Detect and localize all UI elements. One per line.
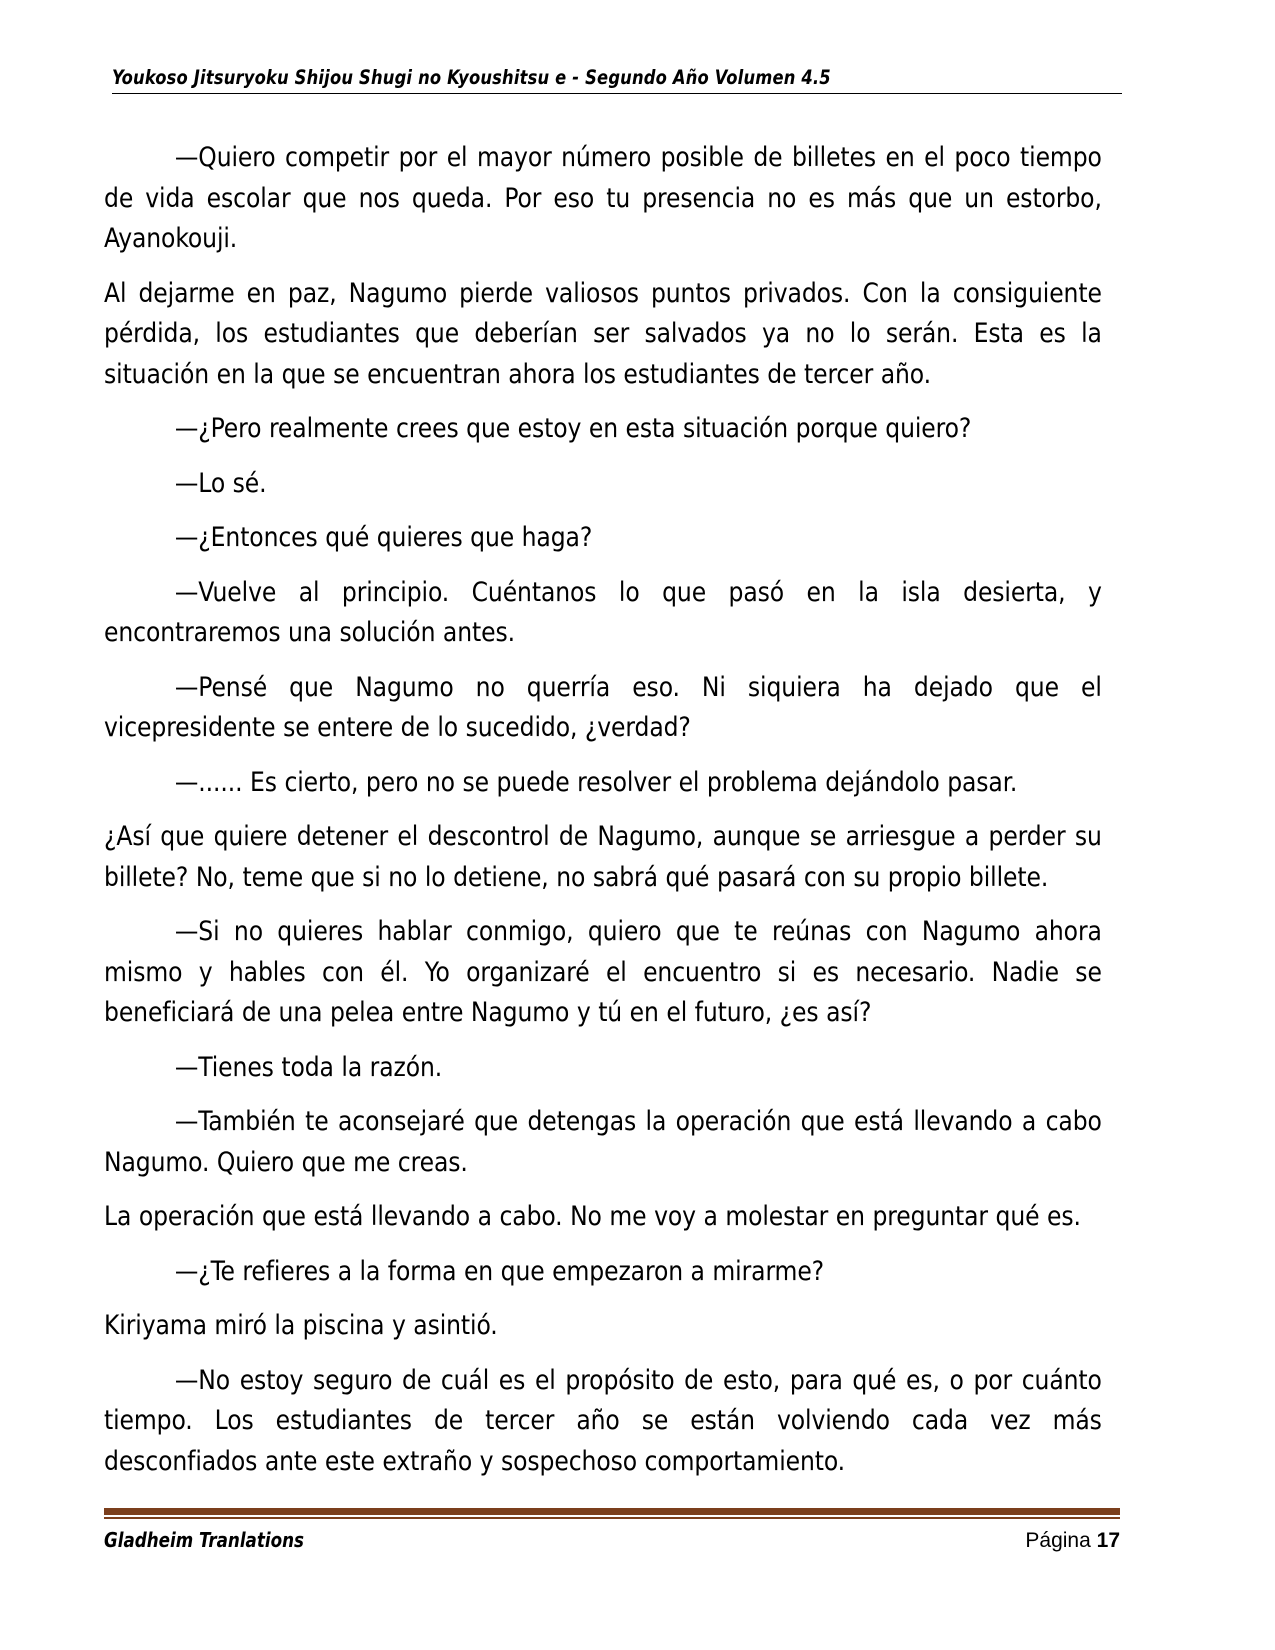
paragraph: —Vuelve al principio. Cuéntanos lo que pasó en la isla desierta, y encontraremos una solución antes. <box>104 576 1102 648</box>
paragraph: —Quiero competir por el mayor número posible de billetes en el poco tiempo de vida escolar que nos queda. Por eso tu presencia no es más que un estorbo, Ayanokouji. <box>104 142 1102 254</box>
paragraph: —Lo sé. <box>174 467 267 499</box>
paragraph: Al dejarme en paz, Nagumo pierde valiosos puntos privados. Con la consiguiente pérdida, los estudiantes que deberían ser salvados ya no lo serán. Esta es la situación en la que se encuentran ahora los estudiantes de tercer año. <box>104 277 1102 390</box>
paragraph: La operación que está llevando a cabo. No me voy a molestar en preguntar qué es. <box>104 1201 1081 1232</box>
page-number-block <box>1025 1529 1120 1553</box>
paragraph: —¿Pero realmente crees que estoy en esta situación porque quiero? <box>174 413 972 444</box>
page-footer <box>104 1508 1120 1553</box>
footer-divider-thick <box>104 1508 1120 1515</box>
paragraph: —También te aconsejaré que detengas la operación que está llevando a cabo Nagumo. Quiero que me creas. <box>104 1106 1102 1178</box>
header-divider <box>112 93 1122 94</box>
paragraph: —Tienes toda la razón. <box>174 1051 443 1083</box>
paragraph: —¿Te refieres a la forma en que empezaron a mirarme? <box>174 1255 825 1287</box>
paragraph: —Pensé que Nagumo no querría eso. Ni siquiera ha dejado que el vicepresidente se entere de lo sucedido, ¿verdad? <box>104 671 1102 743</box>
page-header <box>112 66 1122 94</box>
header-title: Youkoso Jitsuryoku Shijou Shugi no Kyoushitsu e - Segundo Año Volumen 4.5 <box>112 66 831 89</box>
page-number-label: Página <box>1025 1529 1091 1552</box>
paragraph: —Si no quieres hablar conmigo, quiero que te reúnas con Nagumo ahora mismo y hables con él. Yo organizaré el encuentro si es necesario. Nadie se beneficiará de una pelea entre Nagumo y tú en el futuro, ¿es así? <box>104 916 1102 1028</box>
footer-divider-thin <box>104 1517 1120 1519</box>
paragraph: —No estoy seguro de cuál es el propósito de esto, para qué es, o por cuánto tiempo. Los estudiantes de tercer año se están volviendo cada vez más desconfiados ante este extraño y sospechoso comportamiento. <box>104 1364 1102 1477</box>
paragraph: ¿Así que quiere detener el descontrol de Nagumo, aunque se arriesgue a perder su billete? No, teme que si no lo detiene, no sabrá qué pasará con su propio billete. <box>104 821 1102 893</box>
paragraph: —¿Entonces qué quieres que haga? <box>174 522 593 553</box>
translator-credit: Gladheim Tranlations <box>104 1528 304 1552</box>
page-number-value: 17 <box>1096 1529 1120 1552</box>
footer-row <box>104 1528 1120 1553</box>
paragraph: —...... Es cierto, pero no se puede resolver el problema dejándolo pasar. <box>174 766 1018 798</box>
paragraph: Kiriyama miró la piscina y asintió. <box>104 1310 498 1341</box>
document-body <box>104 138 1117 1496</box>
